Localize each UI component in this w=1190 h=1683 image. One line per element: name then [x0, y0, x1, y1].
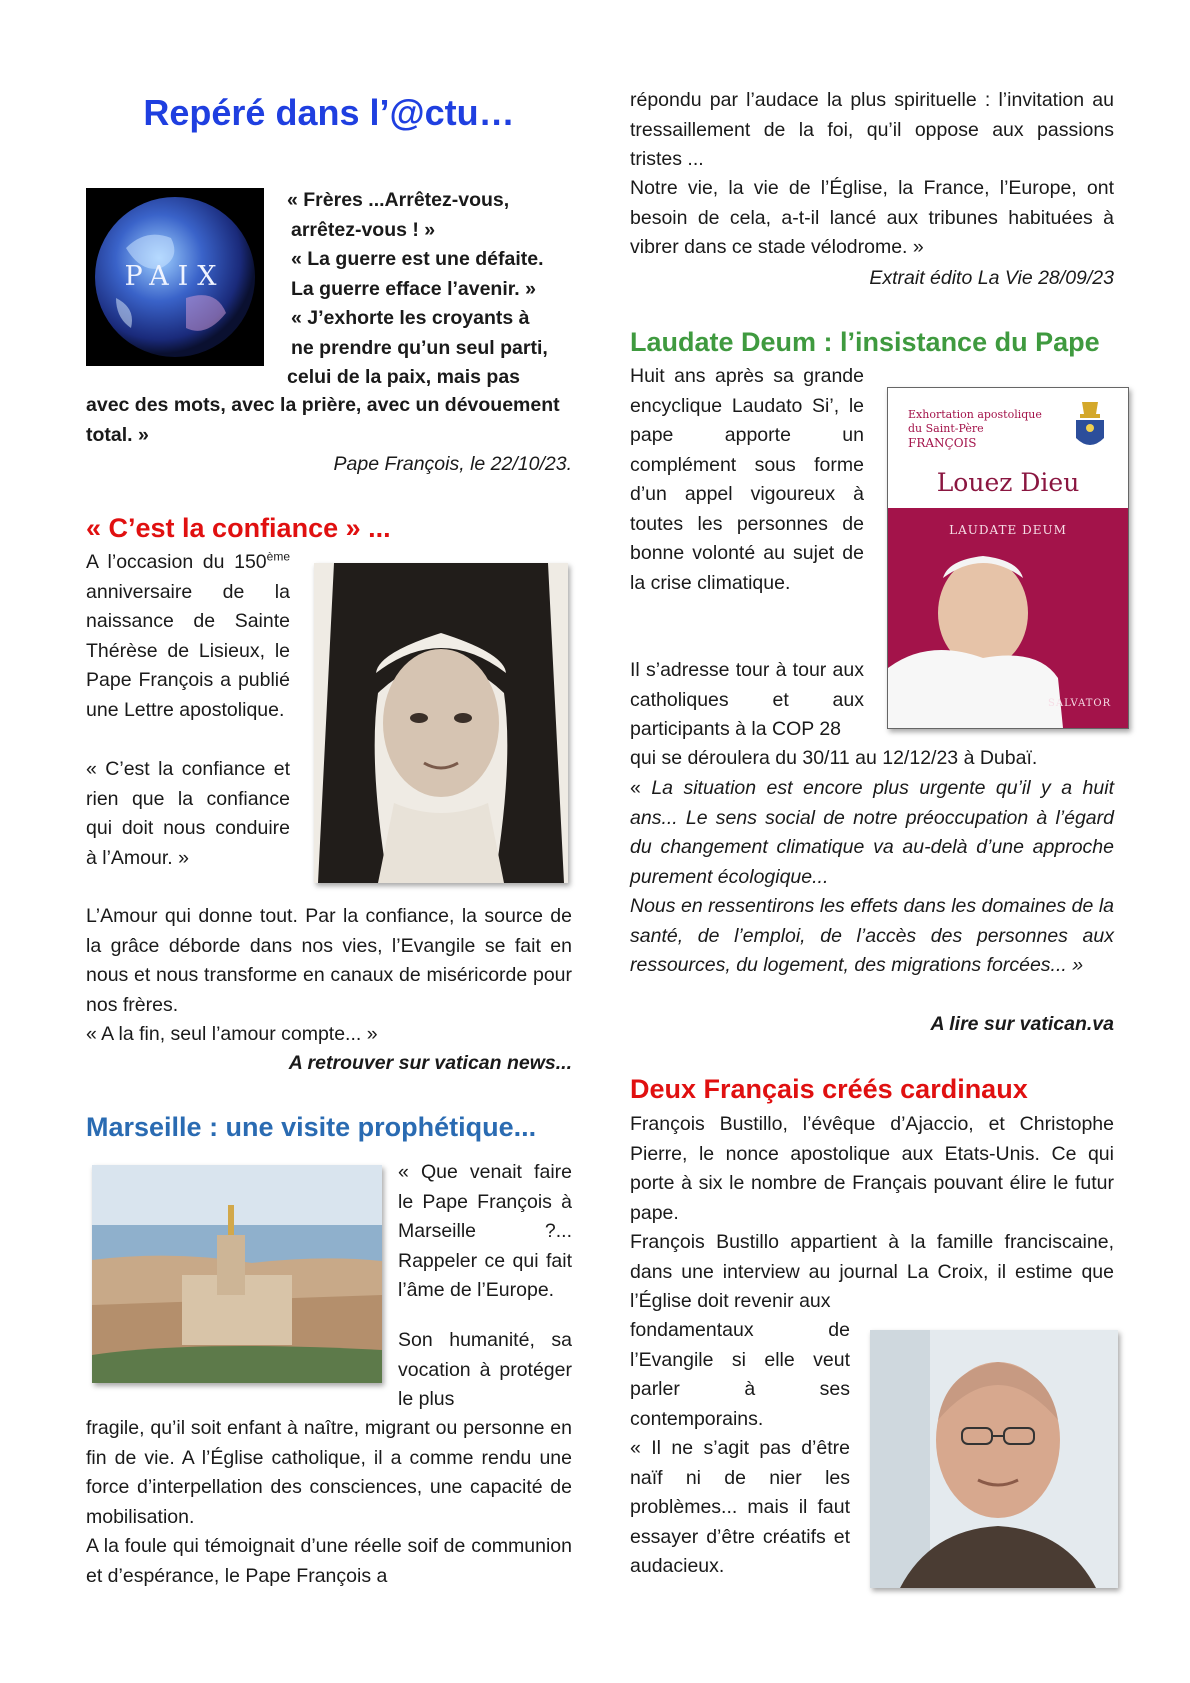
paix-signature: Pape François, le 22/10/23.: [333, 453, 572, 475]
confiance-intro: [86, 548, 290, 725]
paix-quote-line: celui de la paix, mais pas: [287, 366, 521, 388]
marseille-continued-2: Notre vie, la vie de l’Église, la France, l’Europe, ont besoin de cela, a-t-il lancé aux tribunes habituées à vibrer dans ce stade vélodrome. »: [630, 177, 1114, 258]
paix-quote-line: arrêtez-vous ! »: [291, 218, 436, 241]
marseille-photo: [92, 1165, 382, 1383]
paix-quote-line: « La guerre est une défaite.: [291, 248, 544, 270]
cardinaux-body: François Bustillo, l’évêque d’Ajaccio, et Christophe Pierre, le nonce apostolique aux Etats-Unis. Ce qui porte à six le nombre de Français pouvant élire le futur pape.: [630, 1113, 1114, 1224]
marseille-source: Extrait édito La Vie 28/09/23: [869, 267, 1114, 289]
laudate-source: A lire sur vatican.va: [930, 1013, 1114, 1035]
marseille-heading: Marseille : une visite prophétique...: [86, 1112, 537, 1142]
laudate-heading: Laudate Deum : l’insistance du Pape: [630, 327, 1100, 357]
cardinaux-wrap-text-2: « Il ne s’agit pas d’être naïf ni de nier les problèmes... mais il faut essayer d’être créatifs et audacieux.: [630, 1437, 850, 1577]
marseille-wrap-text: « Que venait faire le Pape François à Marseille ?... Rappeler ce qui fait l’âme de l’Europe.: [398, 1161, 572, 1301]
page-title: Repéré dans l’@ctu…: [143, 92, 515, 133]
paix-globe-text: PAIX: [124, 261, 226, 292]
paix-quote-line: « Frères ...Arrêtez-vous,: [287, 189, 510, 211]
therese-photo: [314, 563, 568, 883]
laudate-body: qui se déroulera du 30/11 au 12/12/23 à Dubaï.: [630, 747, 1038, 769]
cover-line-1: Exhortation apostolique: [908, 408, 1042, 421]
cardinaux-body-2: François Bustillo appartient à la famille franciscaine, dans une interview au journal La Croix, il estime que l’Église doit revenir aux: [630, 1231, 1114, 1312]
laudate-wrap-text: Huit ans après sa grande encyclique Laudato Si’, le pape apporte un complément sous forme d’un appel vigoureux à toutes les personnes de bonne volonté au sujet de la crise climatique.: [630, 365, 864, 594]
marseille-continued: répondu par l’audace la plus spirituelle : l’invitation au tressaillement de la foi, qu’il oppose aux passions tristes ...: [630, 89, 1114, 170]
marseille-body: fragile, qu’il soit enfant à naître, migrant ou personne en fin de vie. A l’Église catholique, il a comme rendu une force d’interpellation des consciences, une capacité de mobilisation.: [86, 1417, 572, 1528]
paix-quote-line: « J’exhorte les croyants à: [291, 307, 530, 329]
confiance-closing: « A la fin, seul l’amour compte... »: [86, 1023, 378, 1045]
paix-quote: [287, 186, 587, 393]
laudate-deum-cover: [887, 387, 1129, 729]
laudate-quote-text: La situation est encore plus urgente qu’il y a huit ans... Le sens social de notre préoccupation à l’égard du changement climatique va au-delà d’une approche purement écologique...: [630, 777, 1114, 888]
confiance-source: A retrouver sur vatican news...: [288, 1052, 572, 1074]
cover-subtitle: LAUDATE DEUM: [949, 523, 1067, 537]
paix-quote-line: La guerre efface l’avenir. »: [291, 277, 536, 300]
laudate-wrap-text-2: Il s’adresse tour à tour aux catholiques et aux participants à la COP 28: [630, 659, 864, 740]
cardinaux-wrap-text: fondamentaux de l’Evangile si elle veut parler à ses contemporains.: [630, 1319, 850, 1430]
confiance-intro-text-2: anniversaire de la naissance de Sainte Thérèse de Lisieux, le Pape François a publié une Lettre apostolique.: [86, 580, 290, 721]
papal-coat-of-arms-icon: [1070, 400, 1110, 454]
cardinaux-heading: Deux Français créés cardinaux: [630, 1074, 1028, 1104]
marseille-wrap-text-2: Son humanité, sa vocation à protéger le plus: [398, 1329, 572, 1410]
bustillo-photo: [870, 1330, 1118, 1588]
cover-title: Louez Dieu: [936, 468, 1080, 497]
laudate-quote-open: «: [630, 777, 652, 799]
confiance-heading: « C’est la confiance » ...: [86, 513, 391, 543]
confiance-quote: « C’est la confiance et rien que la confiance qui doit nous conduire à l’Amour. »: [86, 758, 290, 869]
laudate-quote: [630, 774, 1114, 892]
paix-quote-end: avec des mots, avec la prière, avec un dévouement total. »: [86, 394, 560, 446]
confiance-intro-sup: ème: [266, 549, 290, 564]
paix-globe-image: [86, 188, 264, 366]
cover-line-2: du Saint-Père: [908, 422, 984, 435]
cover-line-3: FRANÇOIS: [908, 436, 977, 450]
confiance-intro-text: A l’occasion du 150: [86, 551, 267, 573]
marseille-body-2: A la foule qui témoignait d’une réelle soif de communion et d’espérance, le Pape François a: [86, 1535, 572, 1587]
cover-publisher: SALVATOR: [1048, 698, 1112, 709]
confiance-body: L’Amour qui donne tout. Par la confiance, la source de la grâce déborde dans nos vies, l’Evangile se fait en nous et nous transforme en canaux de miséricorde pour nos frères.: [86, 905, 572, 1016]
paix-quote-line: ne prendre qu’un seul parti,: [291, 336, 548, 359]
laudate-quote-2: Nous en ressentirons les effets dans les domaines de la santé, de l’emploi, de l’accès des personnes aux ressources, du logement, des migrations forcées... »: [630, 895, 1114, 976]
